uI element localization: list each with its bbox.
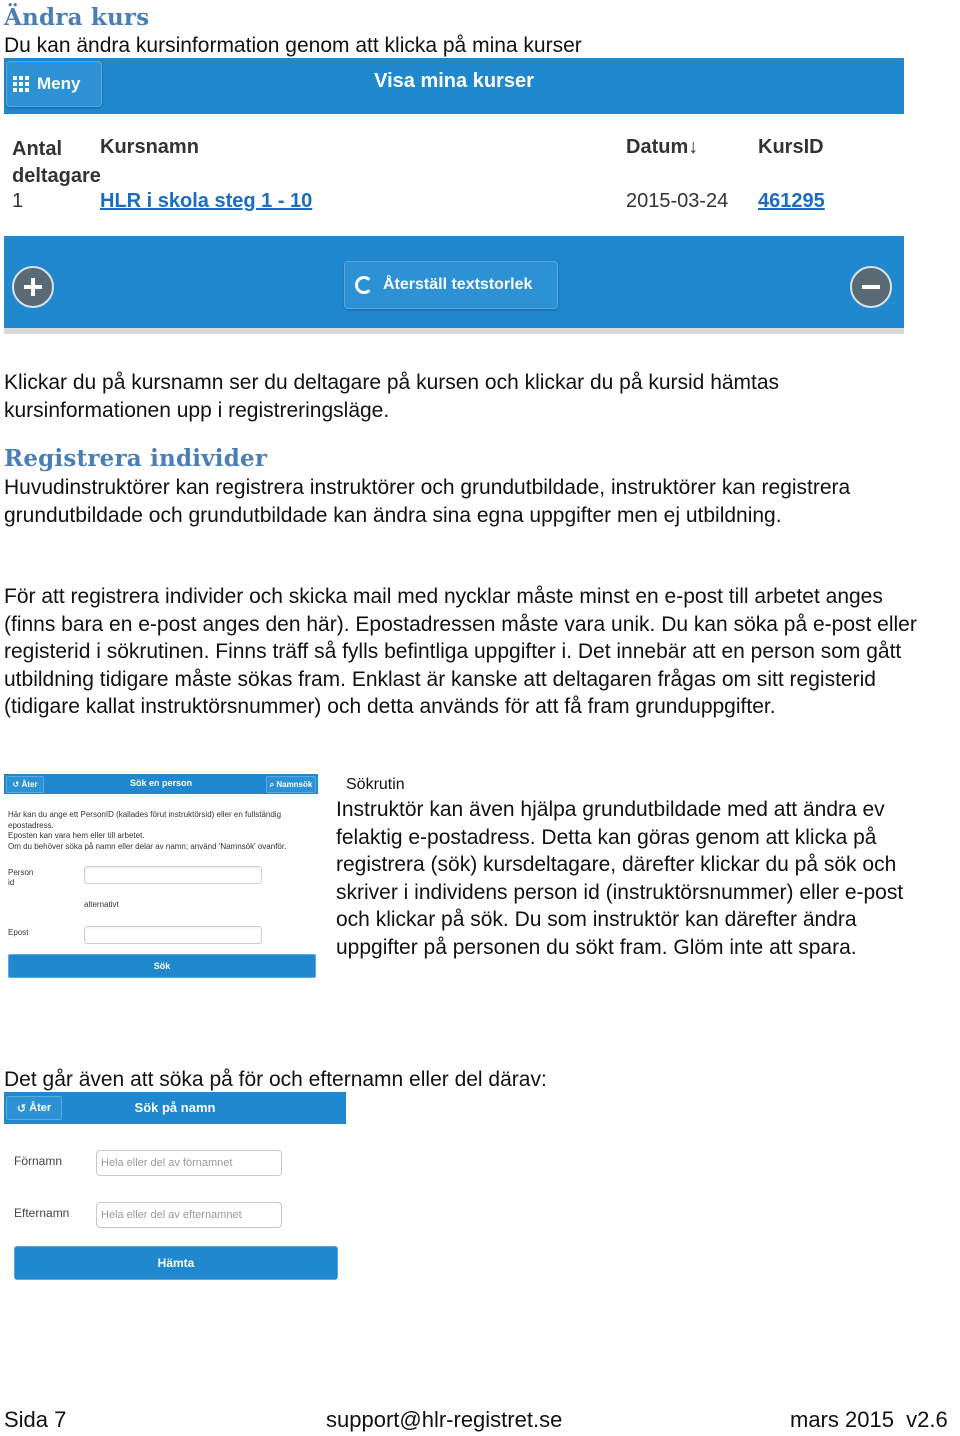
name-search-label: Namnsök — [276, 780, 313, 789]
page-title: Visa mina kurser — [374, 70, 534, 92]
section-heading-registrera-individer: Registrera individer — [4, 445, 268, 472]
help-line: epostadress. — [8, 820, 54, 830]
cell-antal: 1 — [12, 190, 24, 212]
bottom-bar — [4, 236, 904, 334]
registration-roles-text: Huvudinstruktörer kan registrera instruktörer och grundutbildade, instruktörer kan registrera grundutbildade och grundutbildade kan ändra sina egna uppgifter men ej utbildning. — [4, 476, 851, 527]
footer-support-email: support@hlr-registret.se — [326, 1407, 563, 1432]
last-name-label: Efternamn — [14, 1206, 70, 1220]
first-name-input[interactable]: Hela eller del av förnamnet — [96, 1150, 282, 1176]
cell-datum: 2015-03-24 — [626, 190, 729, 212]
back-icon: ↺ — [12, 780, 22, 789]
bar-shadow — [4, 328, 904, 334]
column-header-datum[interactable]: Datum↓ — [626, 136, 699, 158]
search-title: Sök en person — [129, 778, 192, 788]
help-line: Eposten kan vara hem eller till arbetet. — [8, 831, 145, 840]
reset-text-size-button[interactable] — [344, 261, 558, 309]
course-name-link[interactable]: HLR i skola steg 1 - 10 — [100, 190, 313, 212]
first-name-label: Förnamn — [14, 1154, 63, 1168]
name-search-screenshot — [4, 1092, 348, 1288]
search-icon: ⌕ — [269, 779, 277, 789]
fetch-button[interactable]: Hämta — [14, 1246, 338, 1280]
section-heading-andra-kurs: Ändra kurs — [4, 4, 150, 31]
email-input[interactable] — [84, 926, 262, 944]
column-header-kursnamn[interactable]: Kursnamn — [100, 136, 199, 158]
decrease-text-button[interactable] — [850, 266, 892, 308]
person-id-input[interactable] — [84, 866, 262, 884]
search-routine-caption: Sökrutin — [346, 776, 405, 793]
person-id-label: Person id — [8, 868, 34, 887]
refresh-icon — [355, 276, 373, 294]
name-search-button[interactable] — [266, 776, 316, 793]
instructor-help-text: Instruktör kan även hjälpa grundutbildade med att ändra ev felaktig e-postadress. Detta kan göras genom att klicka på registrera (sök) kursdeltagare, därefter klickar du på sök och skriver i individens person id (instruktörsnummer) eller e-post och klickar på sök. Du som instruktör kan därefter ändra uppgifter på personen du sökt fram. Glöm inte att spara. — [336, 798, 904, 959]
back-icon: ↺ — [16, 1102, 30, 1115]
name-search-top-bar — [4, 1092, 346, 1124]
search-help-text — [8, 810, 314, 852]
name-search-back-label: Åter — [29, 1102, 52, 1114]
menu-button-label: Meny — [37, 74, 81, 93]
alternative-label: alternativt — [84, 900, 119, 909]
minus-icon — [862, 285, 880, 289]
name-search-intro: Det går även att söka på för och efternamn eller del därav: — [4, 1068, 547, 1091]
column-header-kursid[interactable]: KursID — [758, 136, 824, 158]
back-button-label: Åter — [21, 780, 38, 789]
help-line: Här kan du ange ett PersonID (kallades förut instruktörsid) eller en fullständig — [8, 810, 282, 819]
intro-text: Du kan ändra kursinformation genom att klicka på mina kurser — [4, 34, 582, 57]
search-person-screenshot — [4, 774, 318, 984]
help-line: Om du behöver söka på namn eller delar av namn; använd 'Namnsök' ovanför. — [8, 841, 287, 851]
registration-email-text: För att registrera individer och skicka mail med nycklar måste minst en e-post till arbetet anges (finns bara en e-post anges den här). Epostadressen måste vara unik. Du kan söka på e-post eller registerid i sökrutinen. Finns träff så fylls befintliga uppgifter i. Det innebär att en person som gått utbildning tidigare måste sökas fram. Enklast är kanske att deltagaren frågas om sitt registerid (tidigare kallat instruktörsnummer) och detta används för att få fram grunduppgifter. — [4, 585, 917, 718]
reset-text-size-label: Återställ textstorlek — [383, 276, 533, 293]
course-click-explanation: Klickar du på kursnamn ser du deltagare på kursen och klickar du på kursid hämtas kursinformationen upp i registreringsläge. — [4, 371, 780, 422]
my-courses-screenshot — [4, 58, 904, 342]
name-search-title: Sök på namn — [134, 1100, 216, 1115]
course-id-link[interactable]: 461295 — [758, 190, 825, 212]
footer-version: mars 2015 v2.6 — [790, 1407, 948, 1432]
last-name-input[interactable]: Hela eller del av efternamnet — [96, 1202, 282, 1228]
top-bar — [4, 58, 904, 114]
footer-page-number: Sida 7 — [4, 1407, 67, 1432]
column-header-antal: Antal deltagare — [12, 138, 101, 187]
search-top-bar — [4, 774, 318, 794]
email-label: Epost — [8, 928, 29, 937]
search-button[interactable]: Sök — [8, 954, 316, 978]
increase-text-button[interactable] — [12, 266, 54, 308]
